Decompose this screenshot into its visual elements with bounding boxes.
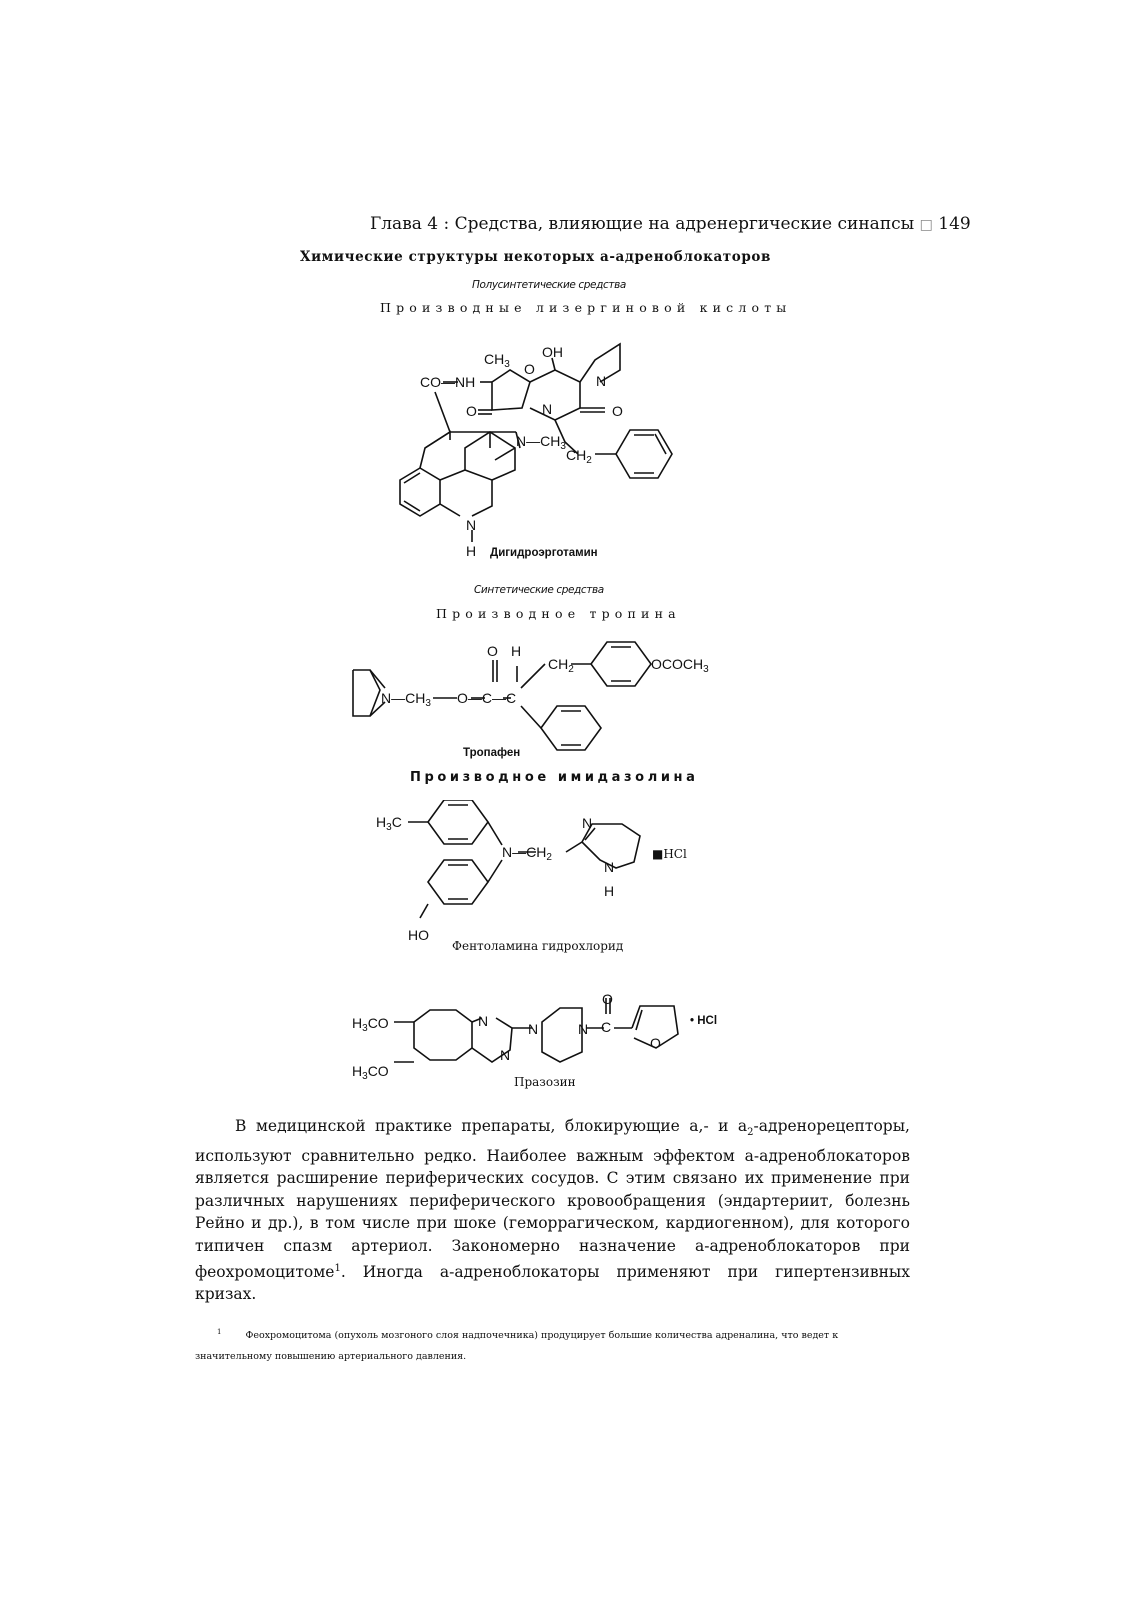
para-subscript: 2 xyxy=(747,1127,754,1139)
svg-text:N: N xyxy=(500,1047,511,1063)
prazosin-salt: • HCl xyxy=(690,1015,718,1027)
svg-text:N: N xyxy=(596,373,607,389)
svg-text:H3CO: $H_3CO$ xyxy=(352,1063,389,1082)
svg-text:O: O xyxy=(612,403,623,419)
running-header xyxy=(370,214,971,234)
body-paragraph xyxy=(195,1115,910,1306)
para-part-b: -адренорецепторы, используют сравнительно редко. Наиболее важным эффектом а-адреноблокаторов является расширение периферических сосудов. С этим связано их применение при различных нарушениях периферического кровообращения (эндартериит, болезнь Рейно и др.), в том числе при шоке (геморрагическом, кардиогенном), для которого типичен спазм артериол. Закономерно назначение а-адреноблокаторов при феохромоцитоме xyxy=(195,1117,910,1281)
svg-text:N: N xyxy=(582,815,593,831)
svg-text:HO: HO xyxy=(408,927,429,943)
svg-text:O—C—C: O—C—C xyxy=(457,690,517,706)
phentolamine-salt: ■HCl xyxy=(652,847,687,861)
svg-text:CH2: $CH_2$ xyxy=(548,656,574,675)
prazosin-label: Празозин xyxy=(514,1075,576,1089)
svg-text:N—CH2: $N—CH_2$ xyxy=(502,844,552,863)
phentolamine-structure xyxy=(370,800,710,960)
svg-text:N: N xyxy=(466,517,477,533)
svg-text:H3CO: $H_3CO$ xyxy=(352,1015,389,1034)
svg-text:CH3: $CH_3$ xyxy=(484,351,510,370)
svg-text:N—CH3: $N—CH_3$ xyxy=(381,690,431,709)
svg-text:H3C: $H_3C$ xyxy=(376,814,402,833)
group3-subcaption: Производное имидазолина xyxy=(410,770,699,785)
para-part-a: В медицинской практике препараты, блокирующие а,- и а xyxy=(235,1117,748,1135)
svg-text:OCOCH3: $OCOCH_3$ xyxy=(651,656,709,675)
group2-subcaption: Производное тропина xyxy=(436,606,681,621)
page-number: 149 xyxy=(938,214,971,234)
svg-text:O: O xyxy=(487,643,498,659)
footnote-text: Феохромоцитома (опухоль мозгоного слоя надпочечника) продуцирует большие количества адреналина, что ведет к значительному повышению артериального давления. xyxy=(195,1330,839,1363)
svg-text:H: H xyxy=(604,883,615,899)
svg-text:N: N xyxy=(578,1021,589,1037)
footnote xyxy=(195,1322,915,1367)
svg-text:O: O xyxy=(524,361,535,377)
svg-text:O: O xyxy=(650,1035,661,1051)
group1-caption: Полусинтетические средства xyxy=(472,279,626,291)
tropafen-structure xyxy=(345,630,735,765)
svg-text:N: N xyxy=(542,401,553,417)
prazosin-structure xyxy=(350,990,750,1090)
header-separator: □ xyxy=(919,217,933,233)
svg-text:CO—NH: CO—NH xyxy=(420,374,476,390)
chapter-title: Глава 4 : Средства, влияющие на адренергические синапсы xyxy=(370,214,915,234)
footnote-ref[interactable]: 1 xyxy=(334,1262,341,1274)
svg-text:CH2: $CH_2$ xyxy=(566,447,592,466)
para-part-c: . Иногда а-адреноблокаторы применяют при гипертензивных кризах. xyxy=(195,1262,910,1304)
svg-text:O: O xyxy=(466,403,477,419)
group2-caption: Синтетические средства xyxy=(474,584,604,596)
svg-text:C: C xyxy=(601,1019,612,1035)
footnote-mark: 1 xyxy=(217,1328,222,1336)
phentolamine-label: Фентоламина гидрохлорид xyxy=(452,939,624,953)
tropafen-label: Тропафен xyxy=(463,747,521,759)
svg-text:O: O xyxy=(602,991,613,1007)
svg-text:N: N xyxy=(528,1021,539,1037)
group1-subcaption: Производные лизергиновой кислоты xyxy=(380,300,792,315)
svg-text:N—CH3: $N—CH_3$ xyxy=(516,433,566,452)
section-title: Химические структуры некоторых а-адреноблокаторов xyxy=(300,249,772,265)
dihydroergotamine-label: Дигидроэрготамин xyxy=(490,547,598,559)
svg-text:N: N xyxy=(478,1013,489,1029)
svg-text:N: N xyxy=(604,859,615,875)
svg-text:H: H xyxy=(511,643,522,659)
svg-text:H: H xyxy=(466,543,477,559)
svg-text:OH: OH xyxy=(542,344,563,360)
dihydroergotamine-structure xyxy=(380,330,700,570)
